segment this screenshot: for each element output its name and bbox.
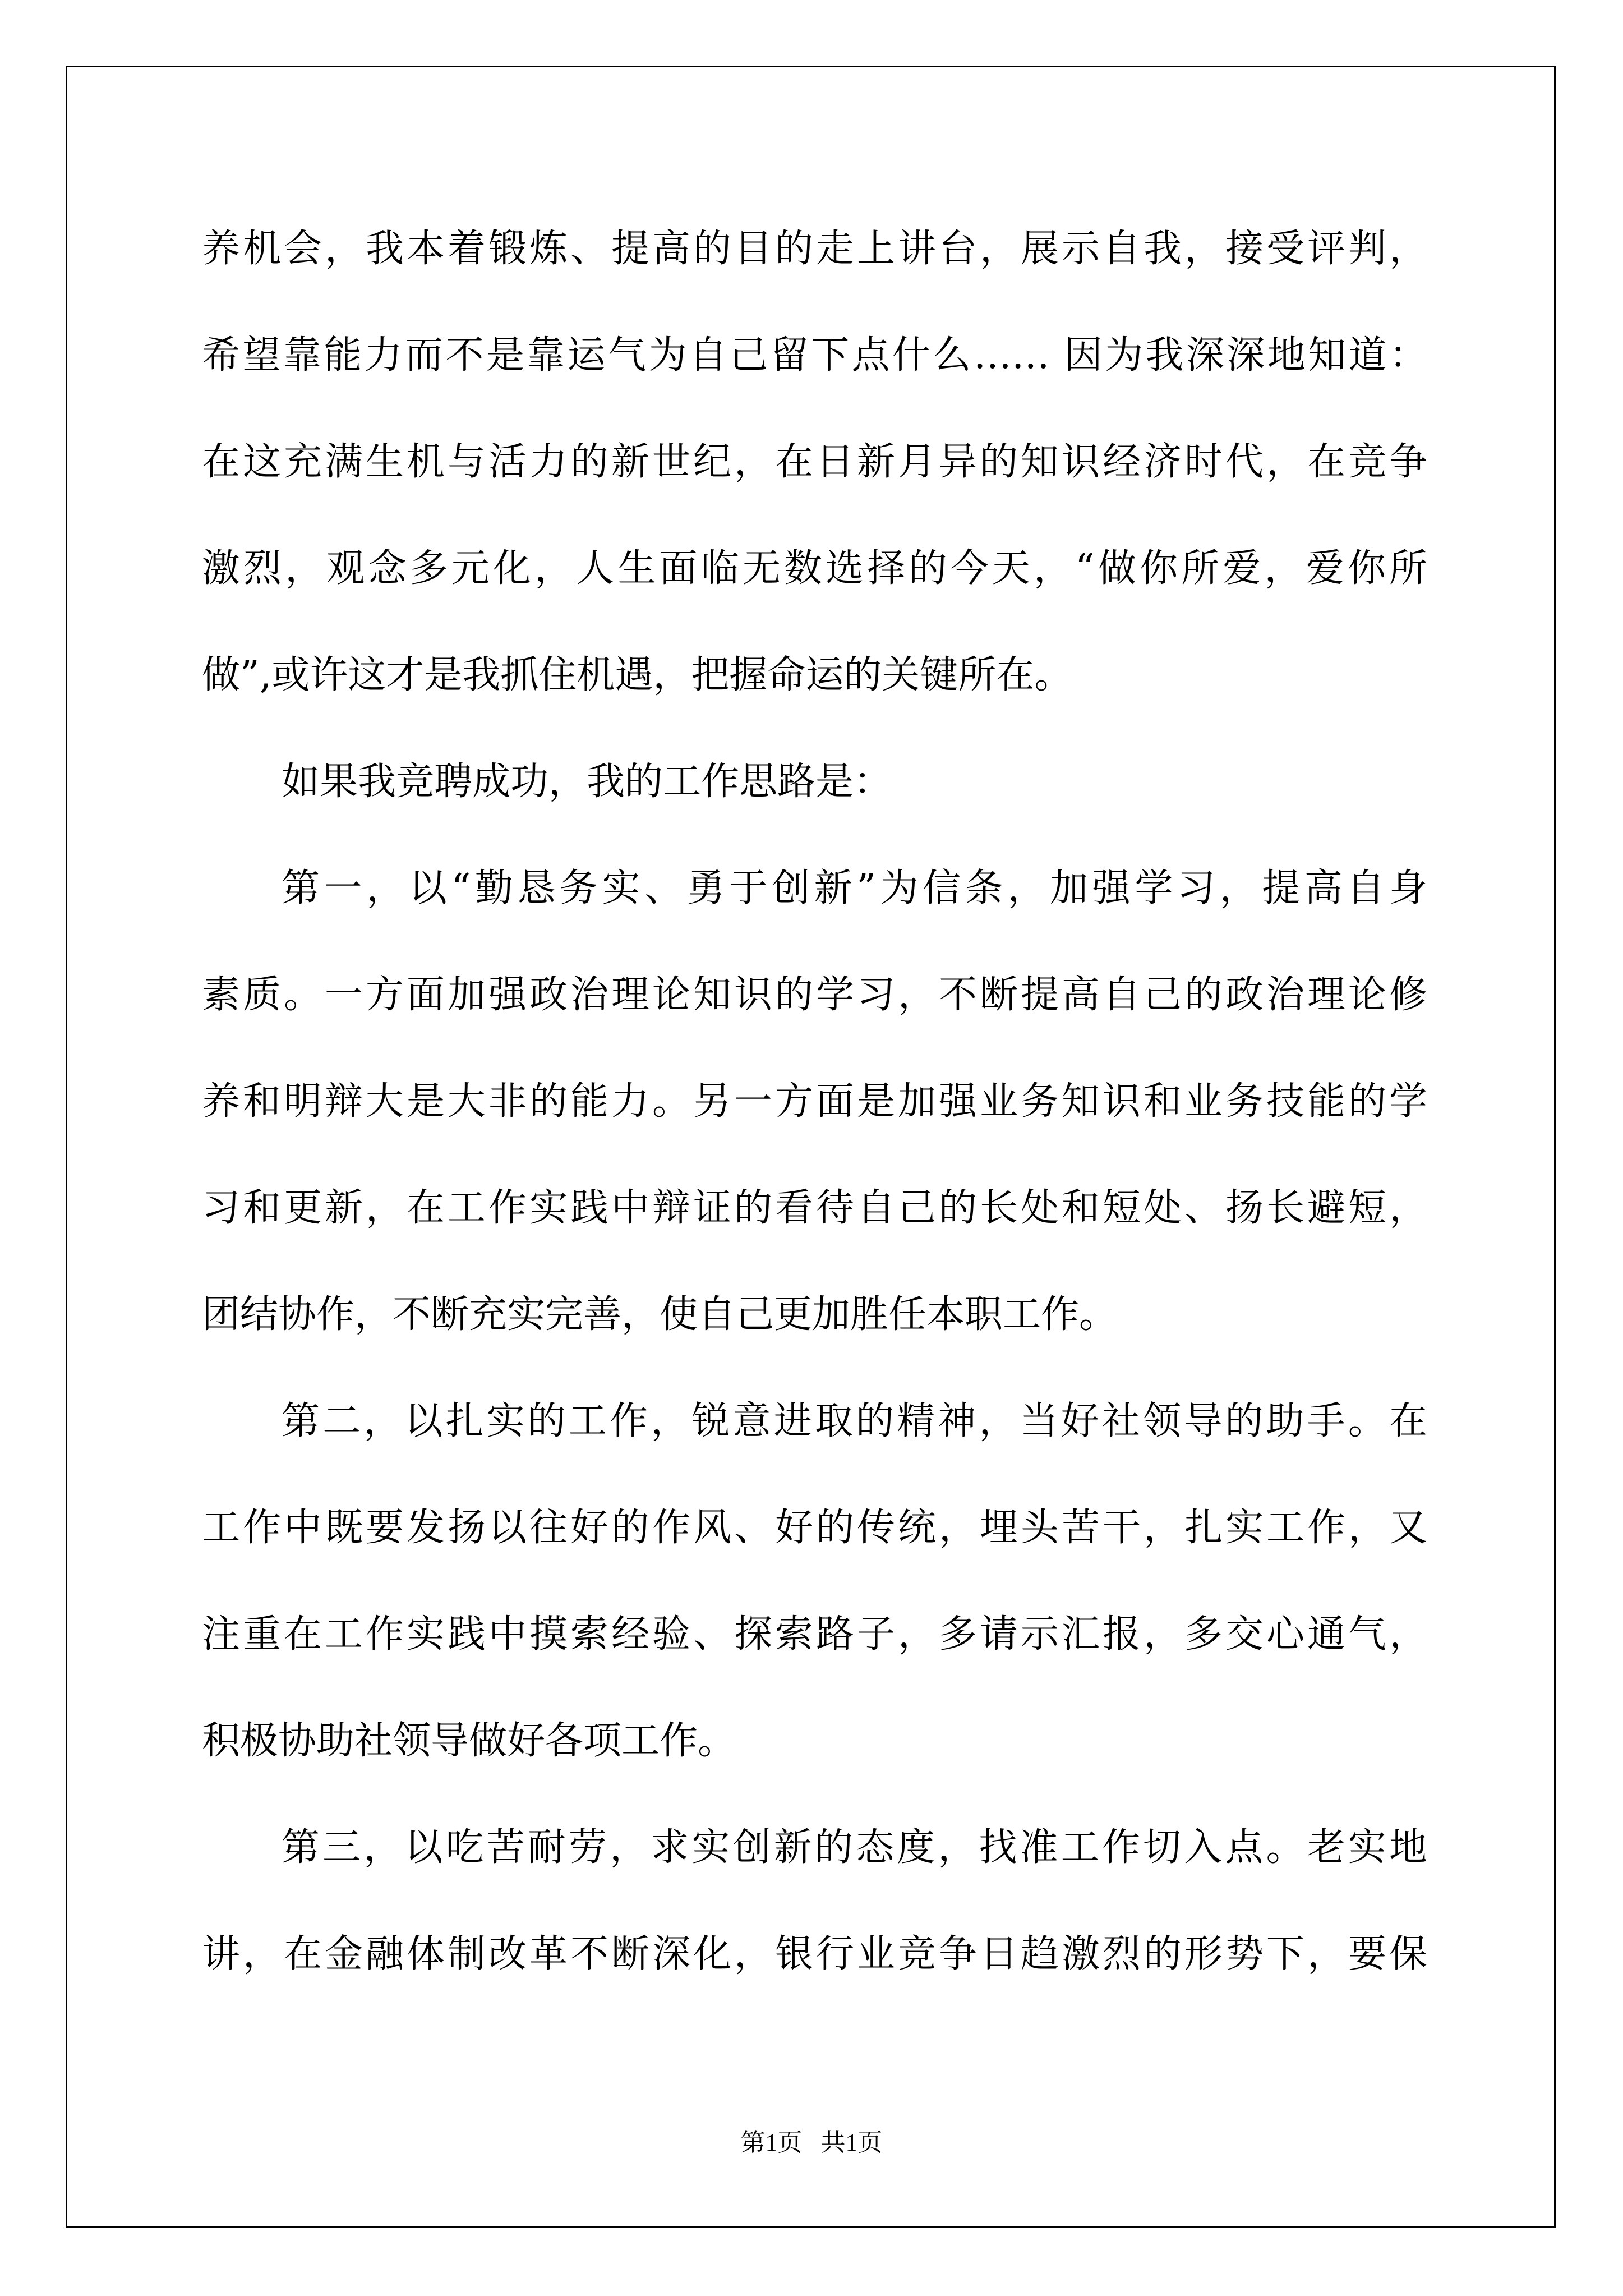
text-line: 团结协作，不断充实完善，使自己更加胜任本职工作。 bbox=[202, 1292, 1118, 1337]
text-line: 在这充满生机与活力的新世纪，在日新月异的知识经济时代，在竞争 bbox=[202, 440, 1427, 484]
text-line: 希望靠能力而不是靠运气为自己留下点什么…… 因为我深深地知道： bbox=[202, 333, 1427, 378]
document-body bbox=[202, 196, 1427, 2008]
paragraph bbox=[202, 729, 1427, 835]
text-line: 积极协助社领导做好各项工作。 bbox=[202, 1719, 736, 1763]
text-line: 激烈，观念多元化，人生面临无数选择的今天，“做你所爱，爱你所 bbox=[202, 546, 1427, 591]
text-line: 素质。一方面加强政治理论知识的学习，不断提高自己的政治理论修 bbox=[202, 973, 1427, 1017]
text-line: 养机会，我本着锻炼、提高的目的走上讲台，展示自我，接受评判， bbox=[202, 227, 1427, 271]
page-footer: 第1页 共1页 bbox=[740, 2129, 883, 2156]
paragraph bbox=[202, 835, 1427, 1368]
text-line: 第一，以“勤恳务实、勇于创新”为信条，加强学习，提高自身 bbox=[282, 866, 1427, 910]
text-line: 第三，以吃苦耐劳，求实创新的态度，找准工作切入点。老实地 bbox=[282, 1825, 1427, 1870]
text-line: 注重在工作实践中摸索经验、探索路子，多请示汇报，多交心通气， bbox=[202, 1612, 1427, 1657]
text-line: 讲，在金融体制改革不断深化，银行业竞争日趋激烈的形势下，要保 bbox=[202, 1932, 1427, 1976]
text-line: 如果我竞聘成功，我的工作思路是： bbox=[282, 760, 892, 804]
paragraph bbox=[202, 196, 1427, 729]
text-line: 做”,或许这才是我抓住机遇，把握命运的关键所在。 bbox=[202, 653, 1073, 697]
text-line: 工作中既要发扬以往好的作风、好的传统，埋头苦干，扎实工作，又 bbox=[202, 1506, 1427, 1550]
text-line: 养和明辩大是大非的能力。另一方面是加强业务知识和业务技能的学 bbox=[202, 1079, 1427, 1124]
text-line: 习和更新，在工作实践中辩证的看待自己的长处和短处、扬长避短， bbox=[202, 1186, 1427, 1230]
paragraph bbox=[202, 1795, 1427, 2008]
text-line: 第二，以扎实的工作，锐意进取的精神，当好社领导的助手。在 bbox=[282, 1399, 1427, 1443]
paragraph bbox=[202, 1368, 1427, 1795]
